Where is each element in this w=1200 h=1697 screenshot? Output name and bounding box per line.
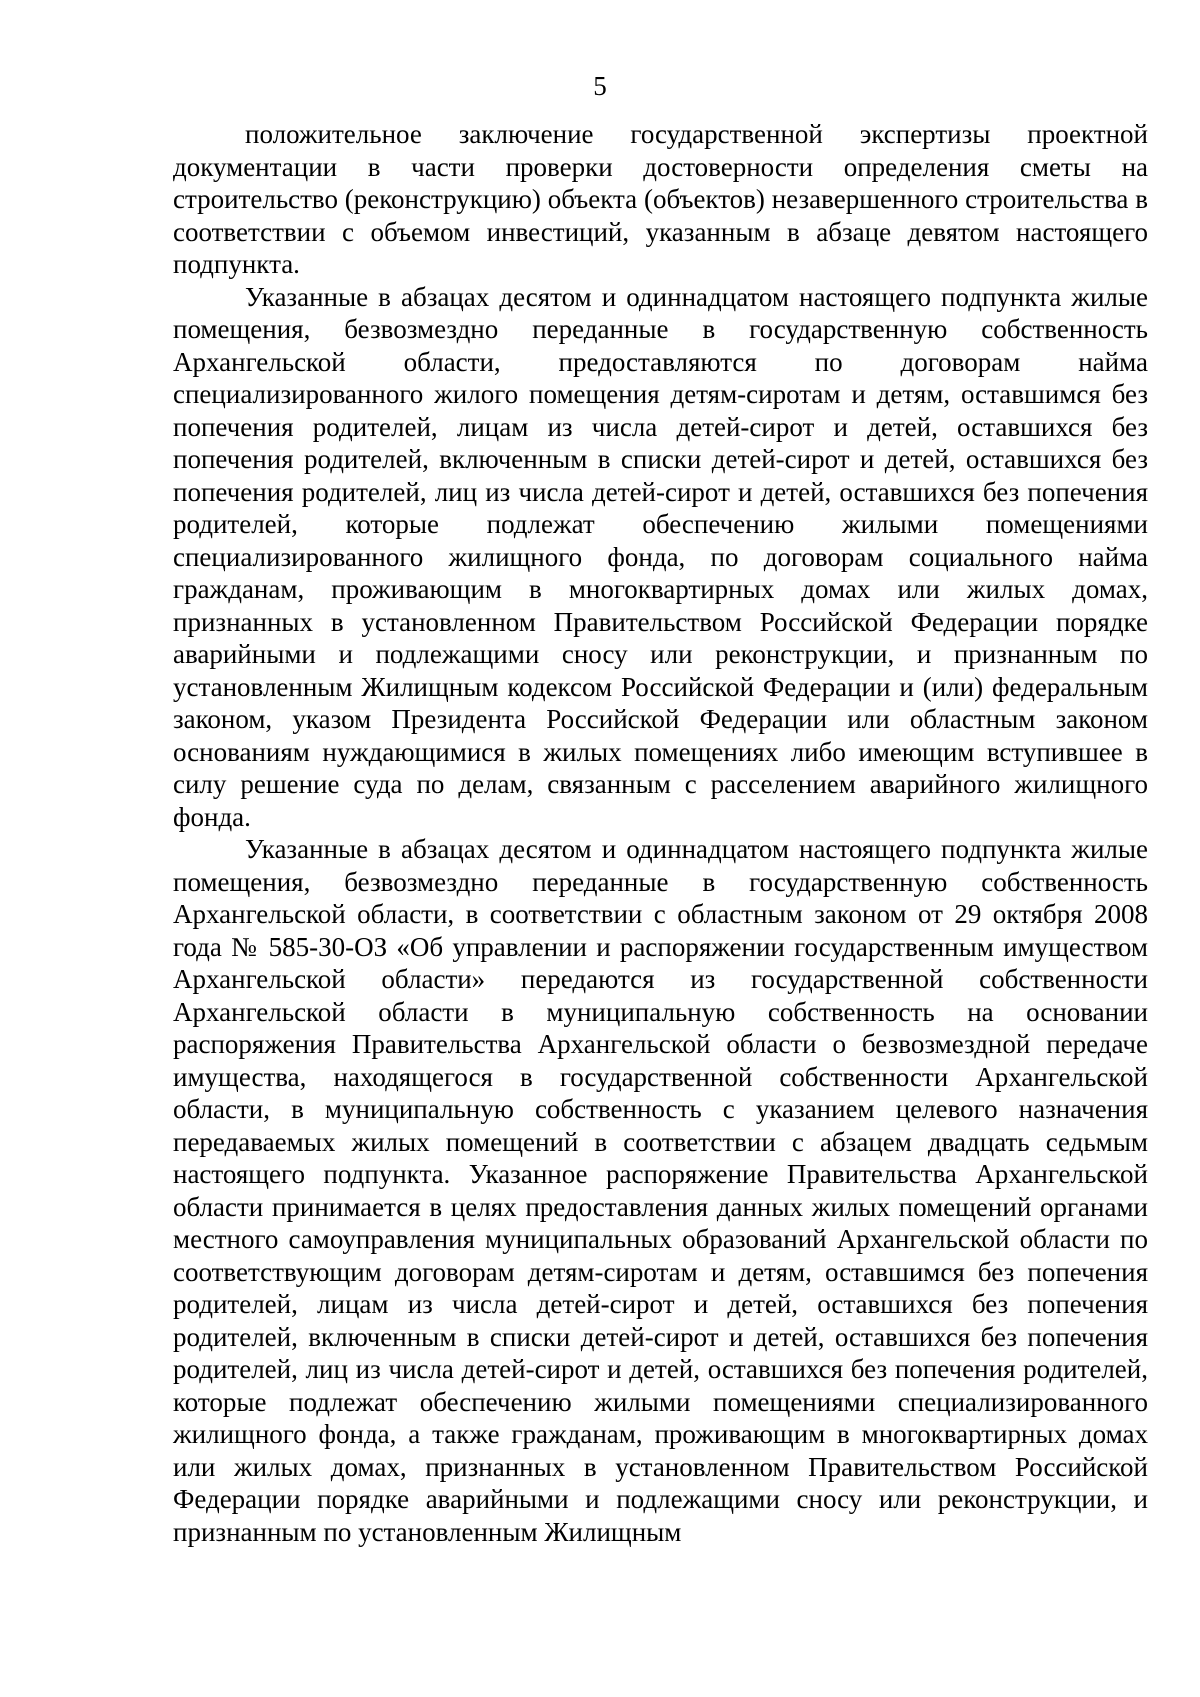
paragraph-3: Указанные в абзацах десятом и одиннадцатом настоящего подпункта жилые помещения, безвозмездно переданные в государственную собственность Архангельской области, в соответствии с областным законом от 29 октября 2008 года № 585-30-ОЗ «Об управлении и распоряжении государственным имуществом Архангельской области» передаются из государственной собственности Архангельской области в муниципальную собственность на основании распоряжения Правительства Архангельской области о безвозмездной передаче имущества, находящегося в государственной собственности Архангельской области, в муниципальную собственность с указанием целевого назначения передаваемых жилых помещений в соответствии с абзацем двадцать седьмым настоящего подпункта. Указанное распоряжение Правительства Архангельской области принимается в целях предоставления данных жилых помещений органами местного самоуправления муниципальных образований Архангельской области по соответствующим договорам детям-сиротам и детям, оставшимся без попечения родителей, лицам из числа детей-сирот и детей, оставшихся без попечения родителей, включенным в списки детей-сирот и детей, оставшихся без попечения родителей, лиц из числа детей-сирот и детей, оставшихся без попечения родителей, которые подлежат обеспечению жилыми помещениями специализированного жилищного фонда, а также гражданам, проживающим в многоквартирных домах или жилых домах, признанных в установленном Правительством Российской Федерации порядке аварийными и подлежащими сносу или реконструкции, и признанным по установленным Жилищным [173,834,1148,1547]
paragraph-2: Указанные в абзацах десятом и одиннадцатом настоящего подпункта жилые помещения, безвозмездно переданные в государственную собственность Архангельской области, предоставляются по договорам найма специализированного жилого помещения детям-сиротам и детям, оставшимся без попечения родителей, лицам из числа детей-сирот и детей, оставшихся без попечения родителей, включенным в списки детей-сирот и детей, оставшихся без попечения родителей, лиц из числа детей-сирот и детей, оставшихся без попечения родителей, которые подлежат обеспечению жилыми помещениями специализированного жилищного фонда, по договорам социального найма гражданам, проживающим в многоквартирных домах или жилых домах, признанных в установленном Правительством Российской Федерации порядке аварийными и подлежащими сносу или реконструкции, и признанным по установленным Жилищным кодексом Российской Федерации и (или) федеральным законом, указом Президента Российской Федерации или областным законом основаниям нуждающимися в жилых помещениях либо имеющим вступившее в силу решение суда по делам, связанным с расселением аварийного жилищного фонда. [173,281,1148,832]
document-body [173,118,1148,1548]
paragraph-1: положительное заключение государственной экспертизы проектной документации в части проверки достоверности определения сметы на строительство (реконструкцию) объекта (объектов) незавершенного строительства в соответствии с объемом инвестиций, указанным в абзаце девятом настоящего подпункта. [173,119,1148,279]
page-number: 5 [593,71,607,101]
